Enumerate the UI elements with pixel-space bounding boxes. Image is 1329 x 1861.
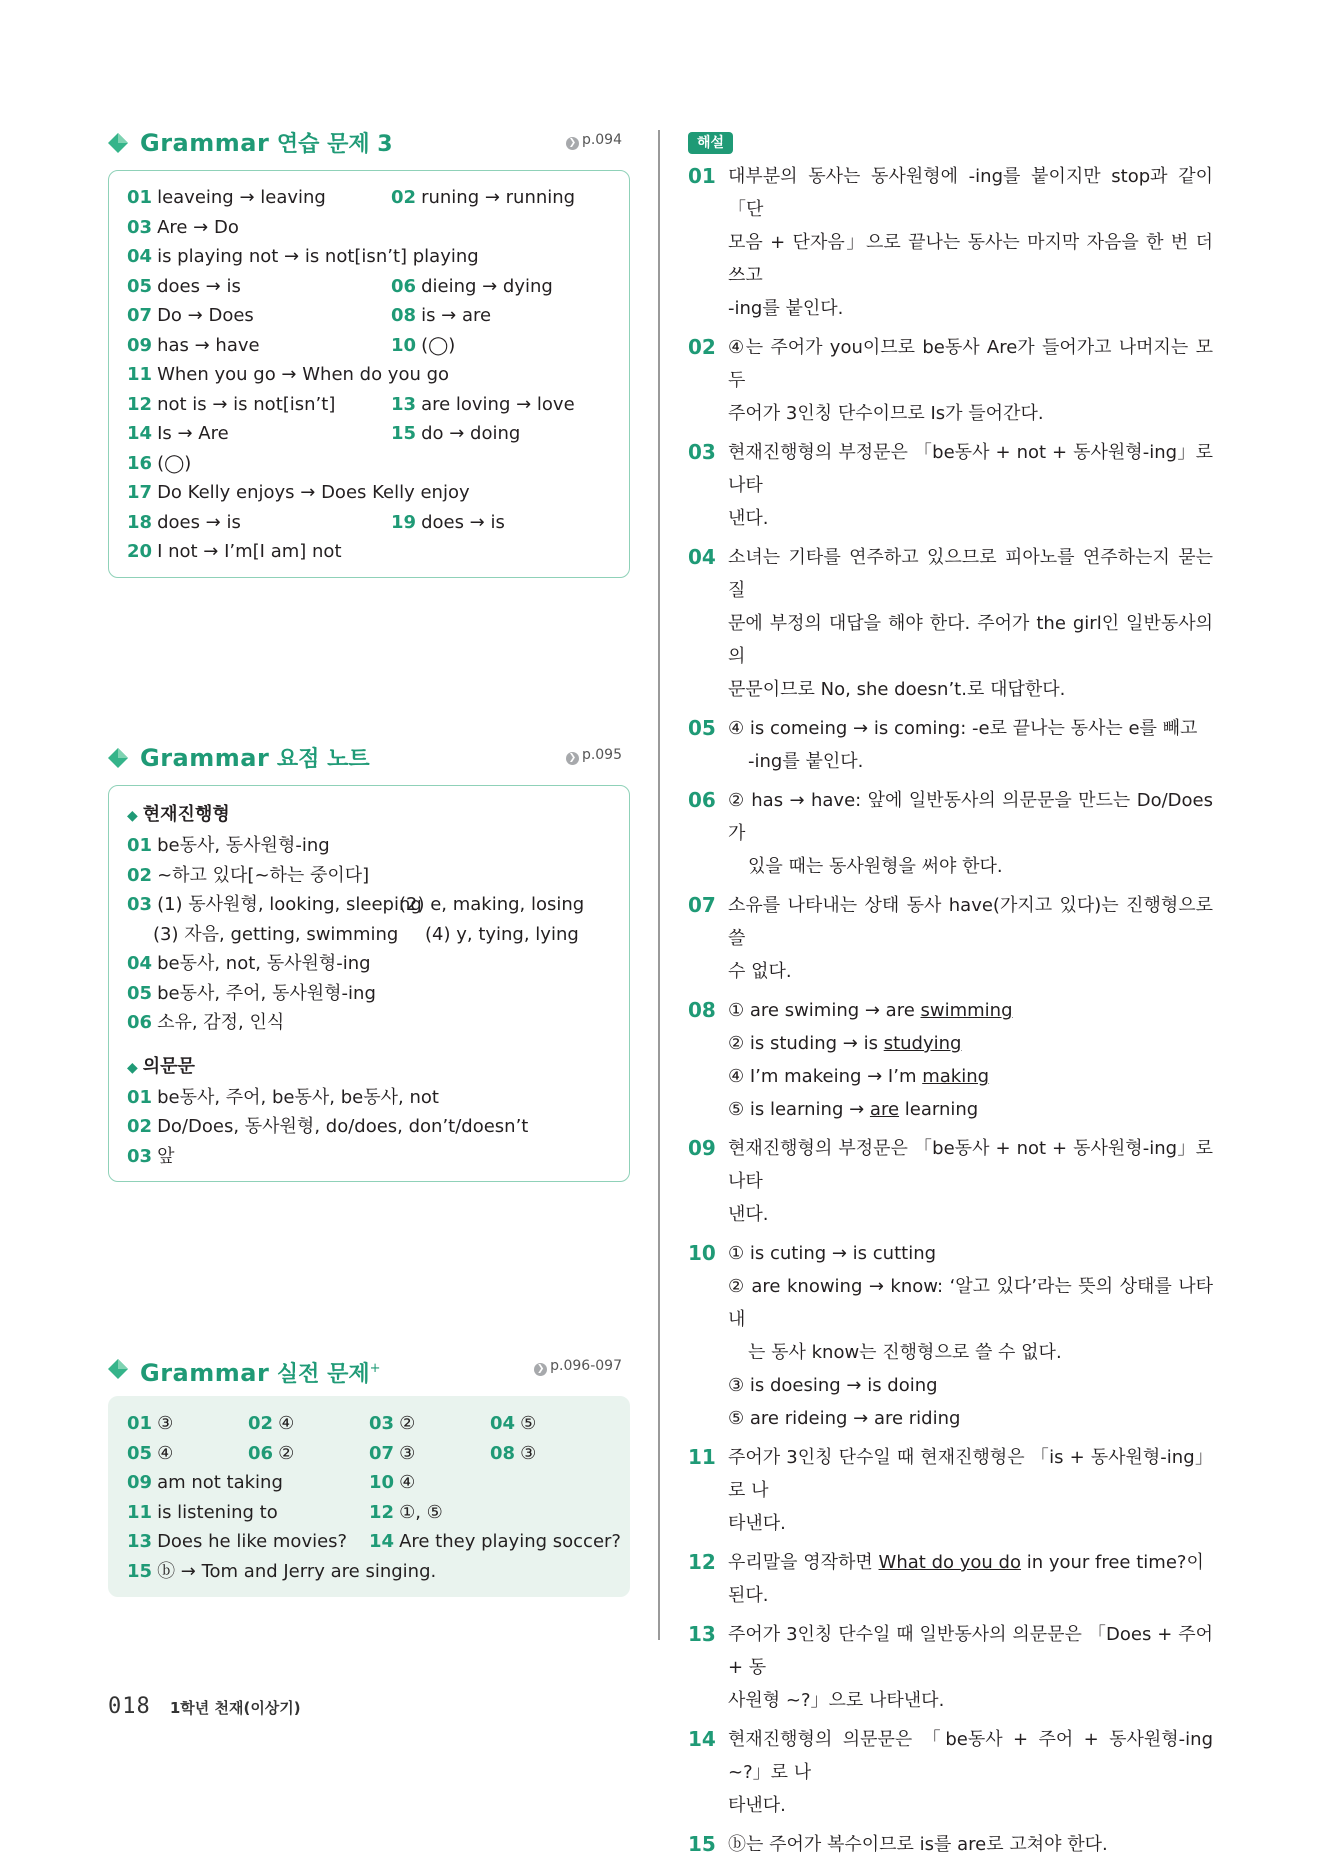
item-text: be동사, not, 동사원형-ing (157, 953, 371, 974)
item-number: 07 (369, 1442, 395, 1464)
note-row: 03 (1) 동사원형, looking, sleeping (2) e, making, losing (127, 894, 585, 915)
item-text: Do Kelly enjoys → Does Kelly enjoy (157, 482, 470, 503)
item-text: does → is (157, 275, 241, 297)
explanation-item (688, 1828, 1213, 1861)
answer-item (127, 360, 449, 390)
item-number: 06 (391, 275, 417, 297)
test-title: Grammar 실전 문제+ (140, 1359, 381, 1387)
item-number: 12 (369, 1501, 395, 1523)
item-number: 11 (127, 364, 153, 385)
notes-page-ref: ❯ p.095 (566, 747, 622, 765)
explanation-number: 12 (688, 1550, 716, 1574)
item-text: is → are (421, 305, 492, 326)
item-text: runing → running (421, 187, 576, 208)
explanation-line (728, 1027, 1213, 1060)
answer-item (391, 508, 505, 538)
answer-item (391, 419, 520, 449)
explanation-item (688, 1546, 1213, 1612)
explanation-line: 소녀는 기타를 연주하고 있으므로 피아노를 연주하는지 묻는 질 (728, 547, 1213, 601)
explanation-line: ④는 주어가 you이므로 be동사 Are가 들어가고 나머지는 모두 (728, 337, 1213, 391)
answer-item (127, 301, 391, 331)
item-text: are loving → love (421, 393, 575, 415)
item-text: do → doing (421, 423, 521, 444)
notes-box (108, 785, 630, 1182)
diamond-icon (108, 133, 128, 153)
item-text: is listening to (157, 1501, 278, 1523)
answer-item (391, 272, 553, 302)
explanation-number: 08 (688, 998, 716, 1022)
item-text: Does he like movies? (157, 1531, 348, 1552)
explanation-segment: in your free time?이 (1020, 1552, 1204, 1573)
explanation-item (688, 1441, 1213, 1540)
item-text: has → have (157, 334, 260, 356)
note-row (127, 861, 613, 891)
answer-item (127, 979, 376, 1009)
answer-item (127, 831, 330, 861)
explanation-number: 02 (688, 335, 716, 359)
explanation-line: 문문이므로 No, she doesn’t.로 대답한다. (728, 679, 1066, 700)
item-number: 02 (391, 187, 417, 208)
answer-row (127, 242, 613, 272)
answer-item (127, 1409, 248, 1439)
page-footer (108, 1694, 301, 1719)
note-row (127, 1083, 613, 1113)
answer-item (248, 1409, 369, 1439)
explanation-tag: 해설 (688, 132, 733, 154)
item-number: 20 (127, 541, 153, 562)
item-number: 12 (127, 393, 153, 415)
explanation-number: 13 (688, 1622, 716, 1646)
explanation-line: -ing를 붙인다. (728, 298, 844, 319)
explanation-line: ① is cuting → is cutting (728, 1243, 937, 1264)
item-number: 02 (127, 1116, 153, 1137)
explanation-line: ② has → have: 앞에 일반동사의 의문문을 만드는 Do/Does가 (728, 790, 1213, 844)
answer-row (127, 508, 613, 538)
item-number: 01 (127, 1413, 153, 1434)
explanation-line: 낸다. (728, 1204, 769, 1225)
item-text: does → is (421, 511, 505, 533)
item-number: 06 (127, 1012, 153, 1033)
explanation-line: 주어가 3인칭 단수이므로 Is가 들어간다. (728, 403, 1044, 424)
explanation-item (688, 994, 1213, 1126)
explanation-number: 06 (688, 788, 716, 812)
explanation-number: 15 (688, 1832, 716, 1856)
underlined-answer: What do you do (878, 1552, 1021, 1573)
explanation-item (688, 712, 1213, 778)
explanation-line: 타낸다. (728, 1513, 786, 1534)
explanation-item (688, 784, 1213, 883)
answer-item (490, 1439, 611, 1469)
test-answer-box (108, 1396, 630, 1597)
explanation-number: 11 (688, 1445, 716, 1469)
answer-item (127, 1557, 436, 1587)
explanation-line: 주어가 3인칭 단수일 때 현재진행형은 「is + 동사원형-ing」로 나 (728, 1447, 1213, 1501)
item-text: ①, ⑤ (399, 1501, 443, 1523)
answer-row (127, 390, 613, 420)
answer-item (391, 331, 455, 361)
answer-row (127, 1468, 613, 1498)
answer-item (127, 213, 239, 243)
answer-item (127, 1439, 248, 1469)
explanation-text (728, 160, 1213, 325)
answer-item (391, 301, 491, 331)
book-title: 1학년 천재(이상기) (169, 1699, 301, 1717)
item-text: ③ (157, 1413, 174, 1434)
explanation-text (728, 1828, 1213, 1861)
answer-item (127, 331, 391, 361)
item-text: ③ (399, 1442, 416, 1464)
explanation-line: 는 동사 know는 진행형으로 쓸 수 없다. (748, 1342, 1062, 1363)
item-number: 17 (127, 482, 153, 503)
explanation-line: ④ is comeing → is coming: -e로 끝나는 동사는 e를 빼고 (728, 718, 1198, 739)
explanation-line: 있을 때는 동사원형을 써야 한다. (748, 856, 1003, 877)
explanation-line: ⑤ are rideing → are riding (728, 1408, 961, 1429)
item-text: (◯) (421, 334, 456, 356)
answer-item (391, 183, 575, 213)
item-text: 앞 (157, 1145, 175, 1167)
explanation-item (688, 436, 1213, 535)
item-number: 14 (369, 1531, 395, 1552)
correction-text: ① are swiming → are (728, 1000, 921, 1021)
item-text: Do/Does, 동사원형, do/does, don’t/doesn’t (157, 1116, 529, 1137)
explanation-line (728, 1546, 1213, 1579)
bullet-diamond-icon: ◆ (127, 1059, 138, 1076)
explanation-line: 대부분의 동사는 동사원형에 -ing를 붙이지만 stop과 같이 「단 (728, 166, 1213, 220)
underlined-answer: making (922, 1066, 990, 1087)
item-number: 05 (127, 982, 153, 1004)
answer-row (127, 449, 613, 479)
explanation-text (728, 784, 1213, 883)
arrow-circle-icon: ❯ (566, 137, 579, 150)
explanation-item (688, 1237, 1213, 1435)
item-number: 08 (391, 305, 417, 326)
item-text: ~하고 있다[~하는 중이다] (157, 864, 370, 886)
answer-item (127, 1498, 369, 1528)
test-section (108, 1352, 630, 1597)
answer-row (127, 1498, 613, 1528)
answer-item (490, 1409, 611, 1439)
item-text: ⑤ (520, 1413, 537, 1434)
explanation-number: 03 (688, 440, 716, 464)
note-row: (3) 자음, getting, swimming (4) y, tying, lying (153, 923, 579, 945)
underlined-answer: are (869, 1099, 900, 1120)
answer-item (127, 537, 342, 567)
item-number: 18 (127, 511, 153, 533)
answer-item (391, 390, 575, 420)
arrow-circle-icon: ❯ (534, 1363, 547, 1376)
notes-subheading-progressive: ◆ 현재진행형 (127, 804, 230, 825)
item-number: 16 (127, 452, 153, 474)
correction-text: ② is studing → is (728, 1033, 884, 1054)
notes-header (108, 741, 630, 775)
answer-item (127, 1112, 528, 1142)
answer-item (127, 1468, 369, 1498)
explanation-line: 타낸다. (728, 1795, 786, 1816)
explanation-text (728, 712, 1213, 778)
explanation-text (728, 994, 1213, 1126)
item-number: 04 (127, 246, 153, 267)
practice-answer-box (108, 170, 630, 578)
notes-section (108, 741, 630, 1182)
underlined-answer: studying (883, 1033, 962, 1054)
answer-item (127, 419, 391, 449)
item-text: Do → Does (157, 305, 254, 326)
item-text: Are → Do (157, 216, 239, 238)
explanation-number: 05 (688, 716, 716, 740)
answer-item (127, 1142, 174, 1172)
explanation-line: 사원형 ~?」으로 나타낸다. (728, 1690, 945, 1711)
item-number: 09 (127, 1472, 153, 1493)
item-text: ④ (157, 1442, 174, 1464)
item-text: am not taking (157, 1472, 283, 1493)
item-text: is playing not → is not[isn’t] playing (157, 246, 479, 267)
item-text: ④ (278, 1413, 295, 1434)
item-text: be동사, 주어, 동사원형-ing (157, 982, 376, 1004)
item-text: does → is (157, 511, 241, 533)
notes-title: Grammar 요점 노트 (140, 744, 370, 772)
item-text: not is → is not[isn’t] (157, 393, 336, 415)
explanation-item (688, 1132, 1213, 1231)
explanation-text (728, 1723, 1213, 1822)
item-number: 03 (369, 1413, 395, 1434)
explanation-line: 된다. (728, 1585, 769, 1606)
answer-item (127, 478, 470, 508)
item-number: 05 (127, 1442, 153, 1464)
item-number: 08 (490, 1442, 516, 1464)
explanation-line: 낸다. (728, 508, 769, 529)
answer-row (127, 213, 613, 243)
answer-item (369, 1527, 621, 1557)
explanation-text (728, 1132, 1213, 1231)
explanation-text (728, 1546, 1213, 1612)
answer-row (127, 1439, 613, 1469)
diamond-icon (108, 748, 128, 768)
answer-item (127, 1527, 369, 1557)
explanation-line: ③ is doesing → is doing (728, 1375, 938, 1396)
correction-text: ④ I’m makeing → I’m (728, 1066, 923, 1087)
item-text: ② (278, 1442, 295, 1464)
explanation-item (688, 331, 1213, 430)
item-text: 소유, 감정, 인식 (157, 1012, 285, 1033)
explanation-item (688, 160, 1213, 325)
item-text: ② (399, 1413, 416, 1434)
explanation-text (728, 1618, 1213, 1717)
explanation-line: 소유를 나타내는 상태 동사 have(가지고 있다)는 진행형으로 쓸 (728, 895, 1213, 949)
page-number: 018 (108, 1694, 151, 1719)
explanation-line: 주어가 3인칭 단수일 때 일반동사의 의문문은 「Does + 주어 + 동 (728, 1624, 1213, 1678)
explanation-line: ⓑ는 주어가 복수이므로 is를 are로 고쳐야 한다. (728, 1834, 1108, 1855)
explanation-item (688, 1723, 1213, 1822)
explanation-number: 09 (688, 1136, 716, 1160)
note-row (127, 1142, 613, 1172)
correction-text: ⑤ is learning → (728, 1099, 870, 1120)
item-number: 15 (127, 1560, 153, 1582)
answer-row (127, 1409, 613, 1439)
answer-row (127, 183, 613, 213)
answer-row (127, 1527, 621, 1557)
explanation-segment: 우리말을 영작하면 (728, 1552, 879, 1573)
note-row (127, 1008, 613, 1038)
item-number: 10 (369, 1472, 395, 1493)
practice-title: Grammar 연습 문제 3 (140, 129, 393, 157)
item-number: 19 (391, 511, 417, 533)
answer-row (127, 360, 613, 390)
item-number: 04 (490, 1413, 516, 1434)
item-text: dieing → dying (421, 275, 553, 297)
note-row (127, 949, 613, 979)
explanation-line: 현재진행형의 부정문은 「be동사 + not + 동사원형-ing」로 나타 (728, 442, 1213, 496)
item-text: be동사, 동사원형-ing (157, 835, 330, 856)
item-text: leaveing → leaving (157, 187, 326, 208)
explanation-number: 07 (688, 893, 716, 917)
item-number: 07 (127, 305, 153, 326)
item-text: ⓑ → Tom and Jerry are singing. (157, 1560, 437, 1582)
explanation-line (728, 994, 1213, 1027)
answer-item (127, 1008, 284, 1038)
explanation-line: -ing를 붙인다. (748, 751, 864, 772)
explanation-line (728, 1093, 1213, 1126)
item-number: 01 (127, 835, 153, 856)
explanation-line: ② are knowing → know: ‘알고 있다’라는 뜻의 상태를 나타내 (728, 1276, 1213, 1330)
explanation-item (688, 541, 1213, 706)
arrow-circle-icon: ❯ (566, 752, 579, 765)
answer-row (127, 1557, 613, 1587)
item-number: 13 (127, 1531, 153, 1552)
answer-item (369, 1409, 490, 1439)
note-row (127, 831, 613, 861)
answer-item (127, 272, 391, 302)
test-page-ref: ❯ p.096-097 (534, 1358, 622, 1376)
answer-row (127, 419, 613, 449)
underlined-answer: swimming (920, 1000, 1013, 1021)
correction-text: learning (899, 1099, 979, 1120)
column-divider (658, 130, 660, 1640)
explanation-item (688, 1618, 1213, 1717)
answer-row (127, 478, 613, 508)
explanation-number: 14 (688, 1727, 716, 1751)
item-number: 04 (127, 953, 153, 974)
note-row (127, 979, 613, 1009)
item-number: 03 (127, 216, 153, 238)
answer-row (127, 331, 613, 361)
item-number: 09 (127, 334, 153, 356)
item-number: 01 (127, 1086, 153, 1108)
item-number: 02 (127, 864, 153, 886)
item-number: 10 (391, 334, 417, 356)
explanation-text (728, 331, 1213, 430)
explanation-text (728, 1237, 1213, 1435)
explanation-text (728, 1441, 1213, 1540)
answer-item (369, 1439, 490, 1469)
answer-item (127, 508, 391, 538)
answer-row (127, 537, 613, 567)
explanation-number: 10 (688, 1241, 716, 1265)
explanation-text (728, 889, 1213, 988)
explanation-line (728, 1060, 1213, 1093)
explanation-line: 현재진행형의 의문문은 「be동사 + 주어 + 동사원형-ing ~?」로 나 (728, 1729, 1213, 1783)
explanation-number: 04 (688, 545, 716, 569)
answer-row (127, 301, 613, 331)
answer-row (127, 272, 613, 302)
answer-item (127, 861, 369, 891)
answer-item (127, 1083, 439, 1113)
explanation-number: 01 (688, 164, 716, 188)
item-text: I not → I’m[I am] not (157, 541, 342, 562)
answer-item (127, 183, 391, 213)
answer-item (369, 1498, 443, 1528)
diamond-icon (108, 1359, 128, 1379)
explanation-item (688, 889, 1213, 988)
explanation-line: 현재진행형의 부정문은 「be동사 + not + 동사원형-ing」로 나타 (728, 1138, 1213, 1192)
answer-item (127, 390, 391, 420)
item-number: 15 (391, 423, 417, 444)
practice-page-ref: ❯ p.094 (566, 132, 622, 150)
explanation-line: 문에 부정의 대답을 해야 한다. 주어가 the girl인 일반동사의 의 (728, 613, 1213, 667)
item-number: 05 (127, 275, 153, 297)
bullet-diamond-icon: ◆ (127, 808, 138, 824)
item-text: Is → Are (157, 423, 229, 444)
item-number: 01 (127, 187, 153, 208)
item-text: When you go → When do you go (157, 364, 450, 385)
item-number: 02 (248, 1413, 274, 1434)
item-number: 03 (127, 1145, 153, 1167)
item-text: ④ (399, 1472, 416, 1493)
answer-item (127, 242, 479, 272)
notes-subheading-question: ◆ 의문문 (127, 1055, 195, 1077)
explanation-line: 모음 + 단자음」으로 끝나는 동사는 마지막 자음을 한 번 더 쓰고 (728, 232, 1213, 286)
answer-item (369, 1468, 415, 1498)
explanation-text (728, 541, 1213, 706)
explanation-line: 수 없다. (728, 961, 792, 982)
answer-item (248, 1439, 369, 1469)
item-text: be동사, 주어, be동사, be동사, not (157, 1086, 439, 1108)
item-text: ③ (520, 1442, 537, 1464)
explanation-column (688, 132, 1213, 1861)
answer-item (127, 449, 191, 479)
note-row (127, 1112, 613, 1142)
practice-header (108, 126, 630, 160)
test-header (108, 1352, 630, 1386)
explanation-text (728, 436, 1213, 535)
item-number: 14 (127, 423, 153, 444)
item-text: Are they playing soccer? (399, 1531, 621, 1552)
item-number: 06 (248, 1442, 274, 1464)
item-number: 13 (391, 393, 417, 415)
item-text: (◯) (157, 452, 192, 474)
item-number: 11 (127, 1501, 153, 1523)
practice-section (108, 126, 630, 578)
answer-item (127, 949, 371, 979)
